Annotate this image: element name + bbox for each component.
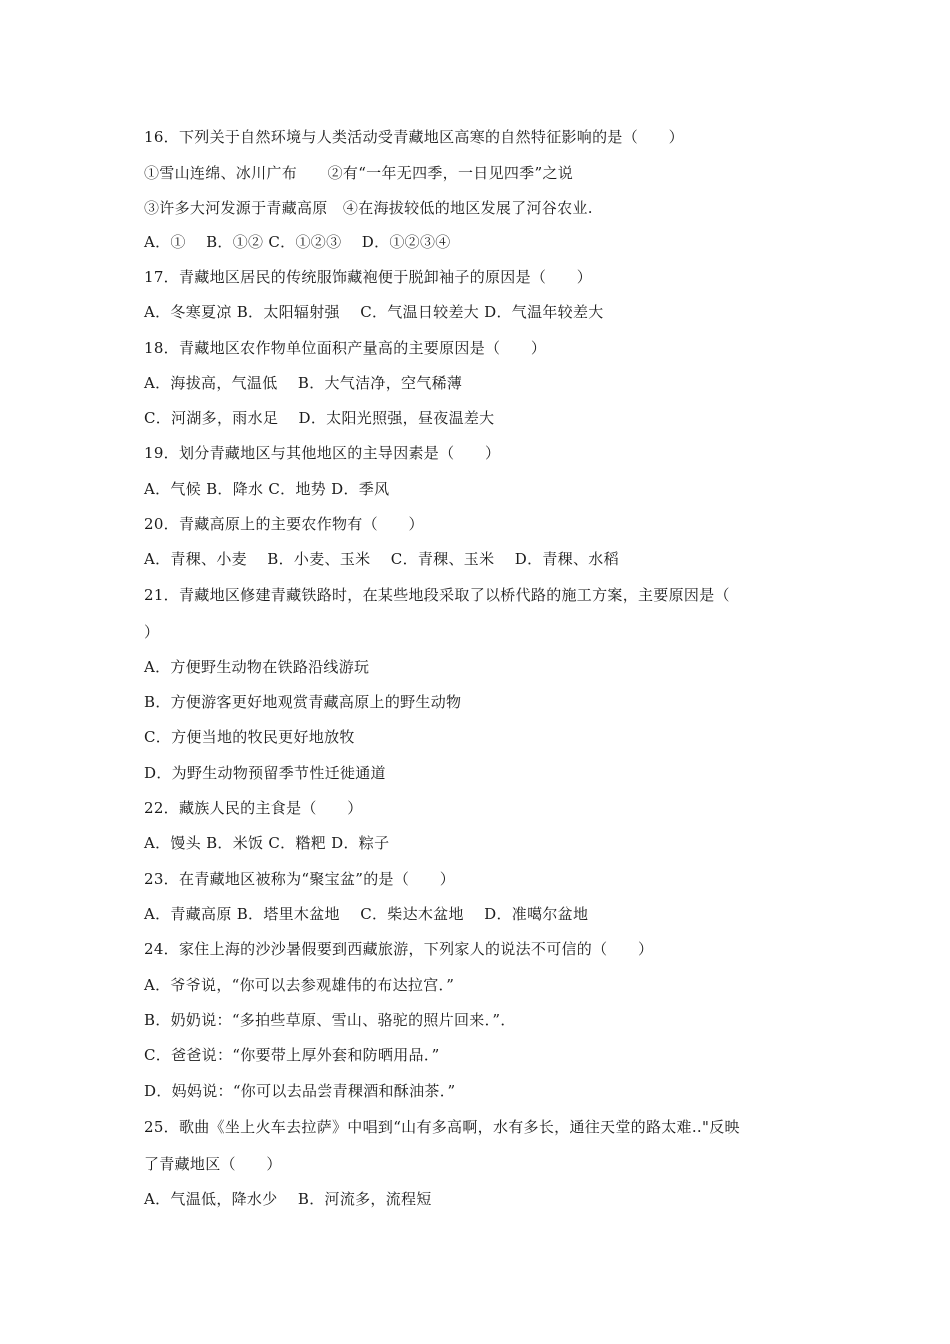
question-21: 21．青藏地区修建青藏铁路时，在某些地段采取了以桥代路的施工方案，主要原因是（ [144, 586, 730, 604]
question-23: 23．在青藏地区被称为“聚宝盆”的是（ ） [144, 870, 456, 888]
question-25: 25．歌曲《坐上火车去拉萨》中唱到“山有多高啊，水有多长，通往天堂的路太难.."反映 [144, 1118, 740, 1136]
question-21-continued: ） [144, 623, 160, 641]
question-16-options: A．① B．①② C．①②③ D．①②③④ [144, 233, 451, 251]
question-23-options: A．青藏高原 B．塔里木盆地 C．柴达木盆地 D．准噶尔盆地 [144, 905, 589, 923]
question-22-options: A．馒头 B．米饭 C．糌粑 D．粽子 [144, 834, 390, 852]
question-24-option-b: B．奶奶说：“多拍些草原、雪山、骆驼的照片回来．”． [144, 1011, 516, 1029]
question-21-option-d: D．为野生动物预留季节性迁徙通道 [144, 764, 386, 782]
question-18-options-ab: A．海拔高，气温低 B．大气洁净，空气稀薄 [144, 374, 463, 392]
question-22: 22．藏族人民的主食是（ ） [144, 799, 363, 817]
question-24-option-d: D．妈妈说：“你可以去品尝青稞酒和酥油茶．” [144, 1082, 456, 1100]
question-20: 20．青藏高原上的主要农作物有（ ） [144, 515, 424, 533]
question-19: 19．划分青藏地区与其他地区的主导因素是（ ） [144, 444, 501, 462]
question-18: 18．青藏地区农作物单位面积产量高的主要原因是（ ） [144, 339, 547, 357]
question-16-statements-1: ①雪山连绵、冰川广布 ②有“一年无四季，一日见四季”之说 [144, 164, 574, 182]
question-21-option-a: A．方便野生动物在铁路沿线游玩 [144, 658, 370, 676]
question-25-continued: 了青藏地区（ ） [144, 1155, 282, 1173]
question-21-option-c: C．方便当地的牧民更好地放牧 [144, 728, 355, 746]
question-21-option-b: B．方便游客更好地观赏青藏高原上的野生动物 [144, 693, 462, 711]
question-17-options: A．冬寒夏凉 B．太阳辐射强 C．气温日较差大 D．气温年较差大 [144, 303, 604, 321]
question-16-statements-2: ③许多大河发源于青藏高原 ④在海拔较低的地区发展了河谷农业. [144, 199, 593, 217]
question-18-options-cd: C．河湖多，雨水足 D．太阳光照强，昼夜温差大 [144, 409, 495, 427]
question-19-options: A．气候 B．降水 C．地势 D．季风 [144, 480, 390, 498]
question-24: 24．家住上海的沙沙暑假要到西藏旅游，下列家人的说法不可信的（ ） [144, 940, 654, 958]
question-24-option-a: A．爷爷说，“你可以去参观雄伟的布达拉宫．” [144, 976, 455, 994]
question-16: 16．下列关于自然环境与人类活动受青藏地区高寒的自然特征影响的是（ ） [144, 128, 684, 146]
question-25-options: A．气温低，降水少 B．河流多，流程短 [144, 1190, 432, 1208]
question-24-option-c: C．爸爸说：“你要带上厚外套和防晒用品．” [144, 1046, 440, 1064]
question-17: 17．青藏地区居民的传统服饰藏袍便于脱卸袖子的原因是（ ） [144, 268, 593, 286]
question-20-options: A．青稞、小麦 B．小麦、玉米 C．青稞、玉米 D．青稞、水稻 [144, 550, 619, 568]
